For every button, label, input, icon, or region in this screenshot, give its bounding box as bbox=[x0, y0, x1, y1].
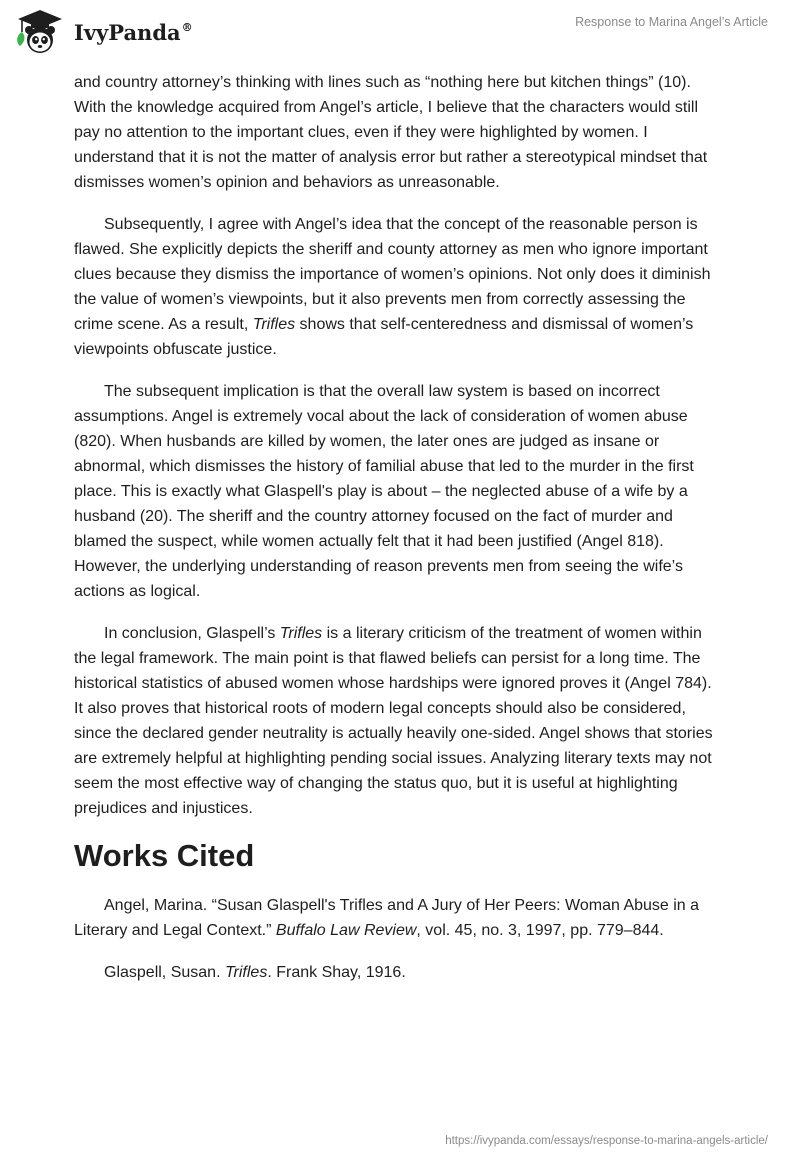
paragraph-2-text-b: shows that self-centeredness and dismissal of women’s viewpoints obfuscate justice. bbox=[74, 316, 694, 358]
citation-glaspell bbox=[74, 960, 724, 985]
paragraph-2 bbox=[74, 212, 724, 362]
running-title: Response to Marina Angel’s Article bbox=[575, 15, 768, 29]
essay-content bbox=[74, 70, 724, 1002]
citation-angel bbox=[74, 893, 724, 943]
paragraph-3: The subsequent implication is that the overall law system is based on incorrect assumptions. Angel is extremely vocal about the lack of consideration of women abuse (820). When husbands are killed by women, the later ones are judged as insane or abnormal, which dismisses the history of familial abuse that led to the murder in the first place. This is exactly what Glaspell's play is about – the neglected abuse of a wife by a husband (20). The sheriff and the country attorney focused on the fact of murder and blamed the suspect, while women actually felt that it had been justified (Angel 818). However, the underlying understanding of reason prevents men from seeing the wife’s actions as logical. bbox=[74, 383, 694, 600]
works-cited-heading: Works Cited bbox=[74, 838, 255, 873]
panda-graduation-cap-icon bbox=[14, 8, 66, 56]
paragraph-4-title: Trifles bbox=[279, 625, 323, 642]
paragraph-4-text-a: In conclusion, Glaspell’s bbox=[104, 625, 280, 642]
registered-mark: ® bbox=[181, 20, 193, 34]
paragraph-4 bbox=[74, 621, 724, 821]
citation-glaspell-text-b: . Frank Shay, 1916. bbox=[267, 964, 406, 981]
source-url[interactable]: https://ivypanda.com/essays/response-to-marina-angels-article/ bbox=[445, 1135, 768, 1147]
citation-angel-text-b: , vol. 45, no. 3, 1997, pp. 779–844. bbox=[416, 922, 664, 939]
paragraph-2-title: Trifles bbox=[252, 316, 296, 333]
paragraph-2-text-a: Subsequently, I agree with Angel’s idea that the concept of the reasonable person is flawed. She explicitly depicts the sheriff and county attorney as men who ignore important clues because they dismiss the importance of women’s opinions. Not only does it diminish the value of women’s viewpoints, but it also prevents men from correctly assessing the crime scene. As a result, bbox=[74, 216, 711, 333]
citation-angel-journal: Buffalo Law Review bbox=[275, 922, 417, 939]
paragraph-4-text-b: is a literary criticism of the treatment of women within the legal framework. The main point is that flawed beliefs can persist for a long time. The historical statistics of abused women whose hardships were ignored proves it (Angel 784). It also proves that historical roots of modern legal concepts should also be considered, since the declared gender neutrality is actually heavily one-sided. Angel shows that stories are extremely helpful at highlighting pending social issues. Analyzing literary texts may not seem the most effective way of changing the status quo, but it is useful at highlighting prejudices and injustices. bbox=[74, 625, 713, 817]
ivypanda-logo[interactable] bbox=[14, 9, 193, 55]
brand-name bbox=[74, 20, 193, 45]
paragraph-1: and country attorney’s thinking with lines such as “nothing here but kitchen things” (10). With the knowledge acquired from Angel’s article, I believe that the characters would still pay no attention to the important clues, even if they were highlighted by women. I understand that it is not the matter of analysis error but rather a stereotypical mindset that dismisses women’s opinion and behaviors as unreasonable. bbox=[74, 74, 708, 191]
brand-text: IvyPanda bbox=[74, 19, 181, 45]
page-header bbox=[0, 0, 800, 66]
citation-angel-text-a: Angel, Marina. “Susan Glaspell's Trifles and A Jury of Her Peers: Woman Abuse in a Literary and Legal Context.” bbox=[74, 897, 700, 939]
citation-glaspell-title: Trifles bbox=[224, 964, 268, 981]
citation-glaspell-text-a: Glaspell, Susan. bbox=[104, 964, 225, 981]
